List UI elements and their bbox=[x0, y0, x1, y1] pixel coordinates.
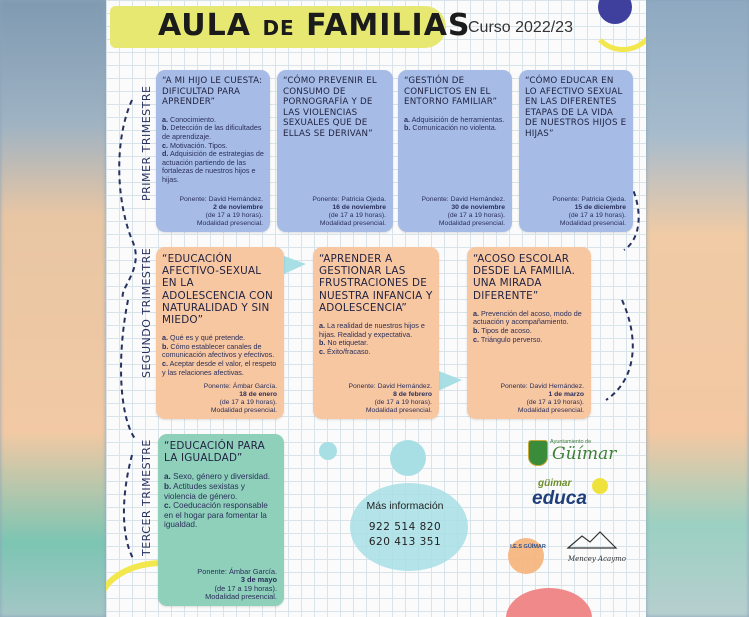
workshop-card bbox=[158, 434, 284, 606]
card-footer: Ponente: Ámbar García. 3 de mayo (de 17 a 19 horas). Modalidad presencial. bbox=[197, 566, 277, 602]
card-title: “EDUCACIÓN AFECTIVO-SEXUAL EN LA ADOLESCENCIA CON NATURALIDAD Y SIN MIEDO” bbox=[162, 253, 273, 327]
card-items bbox=[162, 116, 264, 185]
card-footer: Ponente: David Hernández. 1 de marzo (de 17 a 19 horas). Modalidad presencial. bbox=[500, 383, 584, 414]
card-items bbox=[162, 334, 278, 377]
card-footer: Ponente: David Hernández. 2 de noviembre (de 17 a 19 horas). Modalidad presencial. bbox=[179, 196, 263, 227]
poster bbox=[106, 0, 646, 617]
background-left bbox=[0, 0, 106, 617]
mountain-icon bbox=[564, 530, 630, 550]
card-footer: Ponente: Ámbar García. 18 de enero (de 17 a 19 horas). Modalidad presencial. bbox=[203, 383, 277, 414]
workshop-card bbox=[156, 70, 270, 232]
card-title: “CÓMO PREVENIR EL CONSUMO DE PORNOGRAFÍA Y DE LAS VIOLENCIAS SEXUALES QUE DE ELLAS SE DERIVAN” bbox=[283, 76, 377, 139]
contact-phones bbox=[346, 520, 464, 550]
workshop-card bbox=[156, 247, 284, 419]
card-item: b. Tipos de acoso. bbox=[473, 326, 532, 335]
mencey-acaymo-logo bbox=[564, 530, 630, 568]
page-title: AULA DE FAMILIAS bbox=[158, 8, 471, 43]
card-footer: Ponente: Patricia Ojeda. 16 de noviembre (de 17 a 19 horas). Modalidad presencial. bbox=[312, 196, 386, 227]
card-item: d. Adquisición de estrategias de actuación partiendo de las fortalezas de nuestros hijos e hijas. bbox=[162, 149, 264, 184]
card-item: b. No etiquetar. bbox=[319, 338, 369, 348]
logo-text: Güímar bbox=[552, 444, 617, 464]
card-title: “ACOSO ESCOLAR DESDE LA FAMILIA. UNA MIRADA DIFERENTE” bbox=[473, 253, 576, 302]
card-item: b. Comunicación no violenta. bbox=[404, 123, 497, 133]
phone-number: 620 413 351 bbox=[368, 536, 442, 548]
card-item: b. Detección de las dificultades de aprendizaje. bbox=[162, 123, 262, 141]
workshop-card bbox=[313, 247, 439, 419]
card-item: b. Actitudes sexistas y violencia de género. bbox=[164, 482, 246, 501]
card-item: b. Cómo establecer canales de comunicación afectivos y efectivos. bbox=[162, 341, 275, 360]
card-item: a. Conocimiento. bbox=[162, 114, 216, 124]
card-items bbox=[404, 116, 506, 133]
ayuntamiento-logo bbox=[526, 438, 636, 472]
card-item: c. Motivación. Tipos. bbox=[162, 140, 228, 150]
card-title: “CÓMO EDUCAR EN LO AFECTIVO SEXUAL EN LAS DIFERENTES ETAPAS DE LA VIDA DE NUESTROS HIJOS E HIJAS” bbox=[525, 76, 627, 139]
card-item: c. Coeducación responsable en el hogar para fomentar la igualdad. bbox=[164, 501, 268, 530]
card-items bbox=[319, 322, 433, 356]
logo-text: Mencey Acaymo bbox=[567, 555, 627, 563]
workshop-card bbox=[398, 70, 512, 232]
card-item: c. Triángulo perverso. bbox=[473, 334, 543, 344]
logo-text: güimar bbox=[538, 478, 572, 489]
lightbulb-icon bbox=[592, 478, 608, 494]
label-tercer-trimestre: TERCER TRIMESTRE bbox=[140, 439, 153, 556]
guimar-educa-logo bbox=[530, 478, 630, 514]
card-items bbox=[473, 310, 585, 344]
course-year: Curso 2022/23 bbox=[468, 19, 573, 36]
card-title: “APRENDER A GESTIONAR LAS FRUSTRACIONES DE NUESTRA INFANCIA Y ADOLESCENCIA” bbox=[319, 253, 433, 314]
card-item: a. Prevención del acoso, modo de actuación y acompañamiento. bbox=[473, 308, 582, 327]
card-item: a. Adquisición de herramientas. bbox=[404, 114, 505, 124]
logo-text: Ayuntamiento de bbox=[550, 439, 592, 445]
card-items bbox=[164, 472, 278, 530]
card-footer: Ponente: Patricia Ojeda. 15 de diciembre (de 17 a 19 horas). Modalidad presencial. bbox=[552, 196, 626, 227]
workshop-card bbox=[519, 70, 633, 232]
card-title: “GESTIÓN DE CONFLICTOS EN EL ENTORNO FAMILIAR” bbox=[404, 76, 498, 108]
contact-info bbox=[346, 500, 464, 550]
phone-number: 922 514 820 bbox=[368, 521, 442, 533]
card-item: a. Sexo, género y diversidad. bbox=[164, 472, 271, 482]
contact-title: Más información bbox=[366, 500, 444, 512]
logo-text: educa bbox=[532, 488, 587, 509]
workshop-card bbox=[467, 247, 591, 419]
card-footer: Ponente: David Hernández. 8 de febrero (de 17 a 19 horas). Modalidad presencial. bbox=[348, 383, 432, 414]
shield-icon bbox=[528, 440, 548, 466]
background-right bbox=[646, 0, 749, 617]
card-title: “EDUCACIÓN PARA LA IGUALDAD” bbox=[164, 440, 265, 465]
card-item: a. La realidad de nuestros hijos e hijas. Realidad y expectativa. bbox=[319, 321, 425, 339]
label-primer-trimestre: PRIMER TRIMESTRE bbox=[140, 85, 153, 201]
ies-guimar-logo bbox=[502, 532, 554, 572]
card-item: c. Éxito/fracaso. bbox=[319, 346, 371, 356]
logo-text: I.E.S GÜÍMAR bbox=[510, 544, 546, 550]
label-segundo-trimestre: SEGUNDO TRIMESTRE bbox=[140, 247, 153, 378]
card-item: a. Qué es y qué pretende. bbox=[162, 333, 246, 343]
card-footer: Ponente: David Hernández. 30 de noviembre (de 17 a 19 horas). Modalidad presencial. bbox=[421, 196, 505, 227]
card-item: c. Aceptar desde el valor, el respeto y las relaciones afectivas. bbox=[162, 359, 277, 377]
workshop-card bbox=[277, 70, 393, 232]
card-title: “A MI HIJO LE CUESTA: DIFICULTAD PARA APRENDER” bbox=[162, 76, 263, 108]
